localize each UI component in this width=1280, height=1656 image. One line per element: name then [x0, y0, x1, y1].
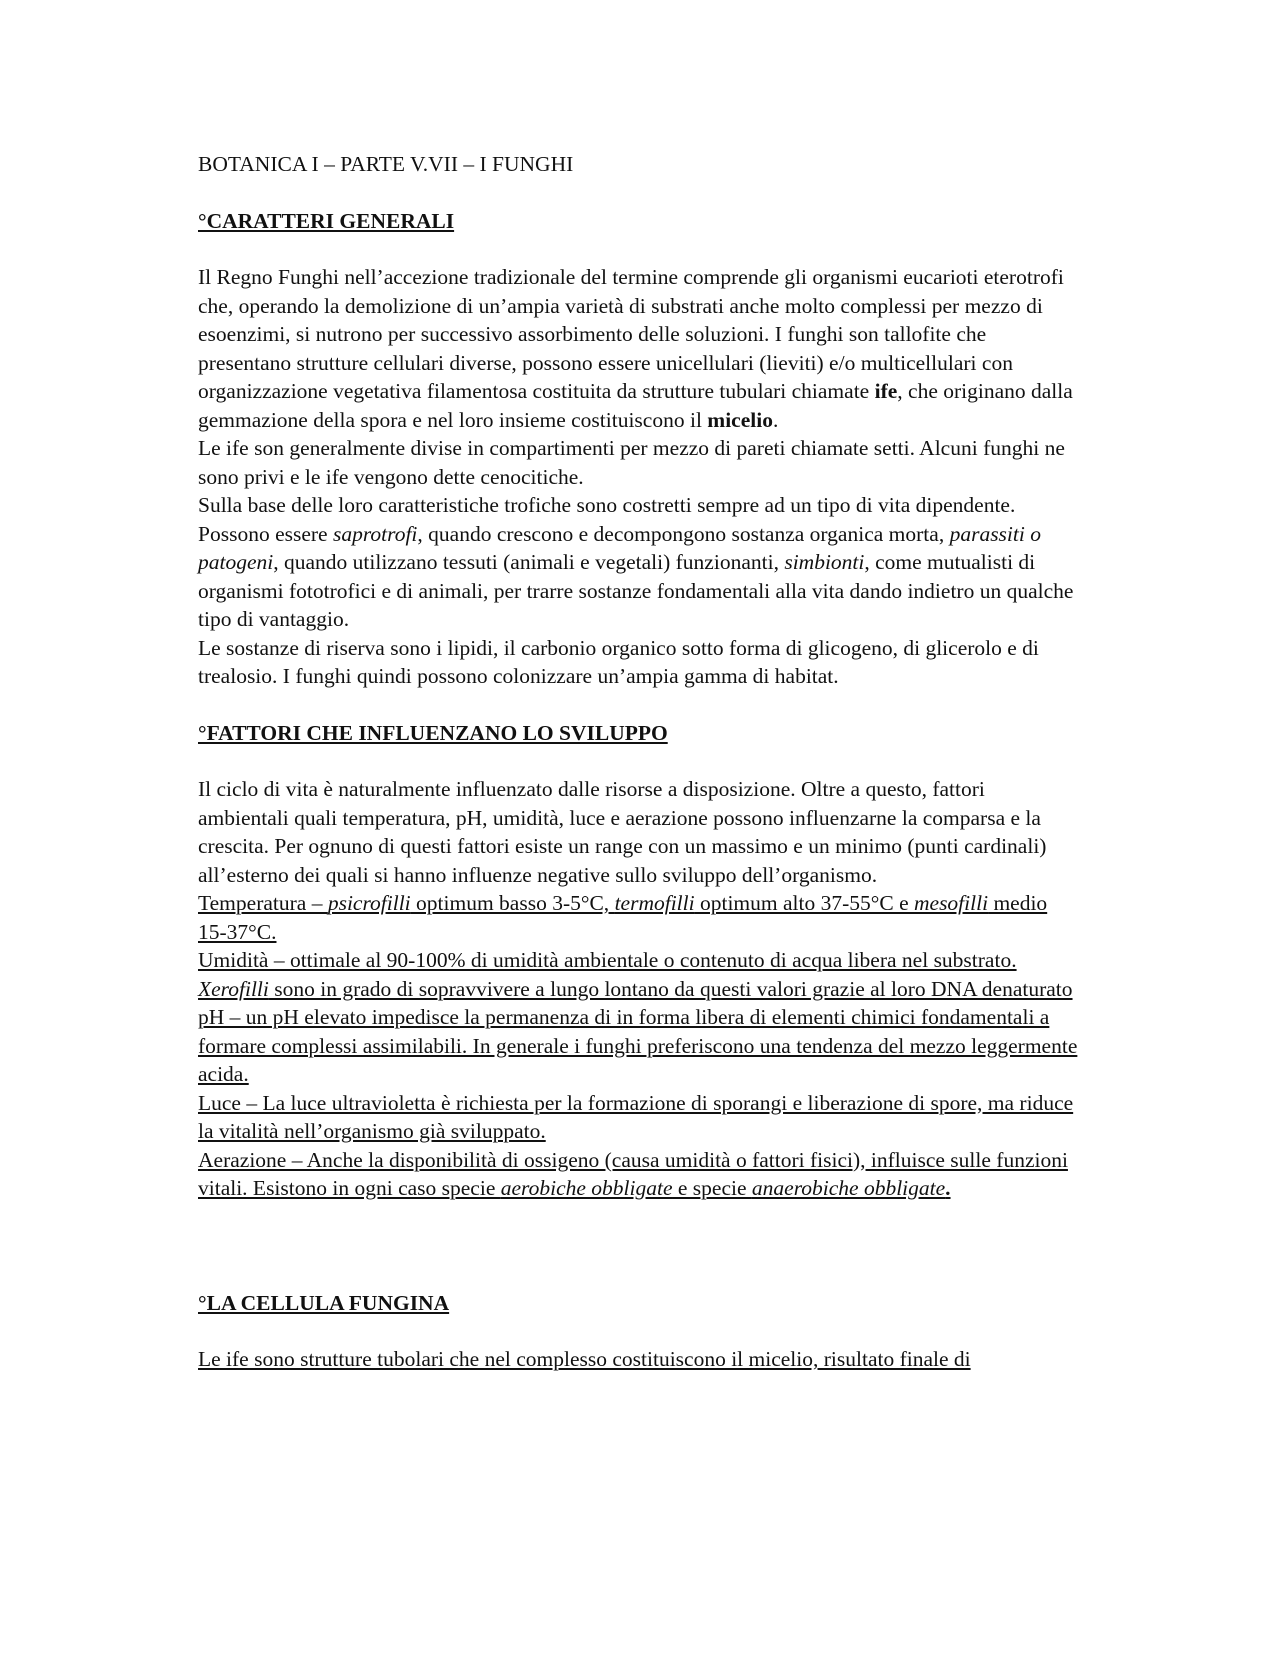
term-ife: ife	[874, 379, 898, 403]
document-title: BOTANICA I – PARTE V.VII – I FUNGHI	[198, 152, 574, 176]
section-heading-fattori-sviluppo: °FATTORI CHE INFLUENZANO LO SVILUPPO	[198, 720, 668, 745]
section-heading-cellula-fungina: °LA CELLULA FUNGINA	[198, 1290, 450, 1315]
term-parassiti: parassiti o patogeni	[198, 521, 1041, 574]
paragraph-sostanze-riserva: Le sostanze di riserva sono i lipidi, il carbonio organico sotto forma di glicogeno, di glicerolo e di trealosio. I funghi quindi possono colonizzare un’ampia gamma di habitat.	[198, 635, 1039, 688]
term-saprotrofi: saprotrofi	[332, 521, 418, 546]
factor-temperatura: Temperatura – psicrofilli optimum basso 3-5°C, termofilli optimum alto 37-55°C e mesofilli medio 15-37°C.	[198, 891, 1048, 944]
document-page	[198, 150, 1078, 1374]
paragraph-regno-funghi: Il Regno Funghi nell’accezione tradizionale del termine comprende gli organismi eucarioti eterotrofi che, operando la demolizione di un’ampia varietà di substrati anche molto complessi per mezzo di esoenzimi, si nutrono per successivo assorbimento delle soluzioni. I funghi son tallofite che presentano strutture cellulari diverse, possono essere unicellulari (lieviti) e/o multicellulari con organizzazione vegetativa filamentosa costituita da strutture tubulari chiamate ife, che originano dalla gemmazione della spora e nel loro insieme costituiscono il micelio.	[198, 265, 1073, 432]
factor-umidita: Umidità – ottimale al 90-100% di umidità ambientale o contenuto di acqua libera nel substrato. Xerofilli sono in grado di sopravvivere a lungo lontano da questi valori grazie al loro DNA denaturato	[198, 948, 1073, 1001]
paragraph-setti: Le ife son generalmente divise in compartimenti per mezzo di pareti chiamate setti. Alcuni funghi ne sono privi e le ife vengono dette cenocitiche.	[198, 436, 1065, 489]
paragraph-ife-strutture: Le ife sono strutture tubolari che nel complesso costituiscono il micelio, risultato finale di	[198, 1347, 971, 1371]
paragraph-ciclo-vita: Il ciclo di vita è naturalmente influenzato dalle risorse a disposizione. Oltre a questo, fattori ambientali quali temperatura, pH, umidità, luce e aerazione possono influenzarne la comparsa e la crescita. Per ognuno di questi fattori esiste un range con un massimo e un minimo (punti cardinali) all’esterno dei quali si hanno influenze negative sullo sviluppo dell’organismo.	[198, 777, 1047, 887]
term-simbionti: simbionti	[784, 550, 865, 574]
term-micelio: micelio	[707, 407, 773, 432]
paragraph-caratteristiche-trofiche: Sulla base delle loro caratteristiche trofiche sono costretti sempre ad un tipo di vita dipendente. Possono essere saprotrofi, quando crescono e decompongono sostanza organica morta, parassiti o patogeni, quando utilizzano tessuti (animali e vegetali) funzionanti, simbionti, come mutualisti di organismi fototrofici e di animali, per trarre sostanze fondamentali alla vita dando indietro un qualche tipo di vantaggio.	[198, 493, 1074, 631]
section-heading-caratteri-generali: °CARATTERI GENERALI	[198, 208, 455, 233]
factor-aerazione: Aerazione – Anche la disponibilità di ossigeno (causa umidità o fattori fisici), influisce sulle funzioni vitali. Esistono in ogni caso specie aerobiche obbligate e specie anaerobiche obbligate.	[198, 1147, 1068, 1200]
spacer	[198, 1203, 1078, 1289]
factor-luce: Luce – La luce ultravioletta è richiesta per la formazione di sporangi e liberazione di spore, ma riduce la vitalità nell’organismo già sviluppato.	[198, 1090, 1074, 1143]
factor-ph: pH – un pH elevato impedisce la permanenza di in forma libera di elementi chimici fondamentali a formare complessi assimilabili. In generale i funghi preferiscono una tendenza del mezzo leggermente acida.	[198, 1005, 1078, 1086]
